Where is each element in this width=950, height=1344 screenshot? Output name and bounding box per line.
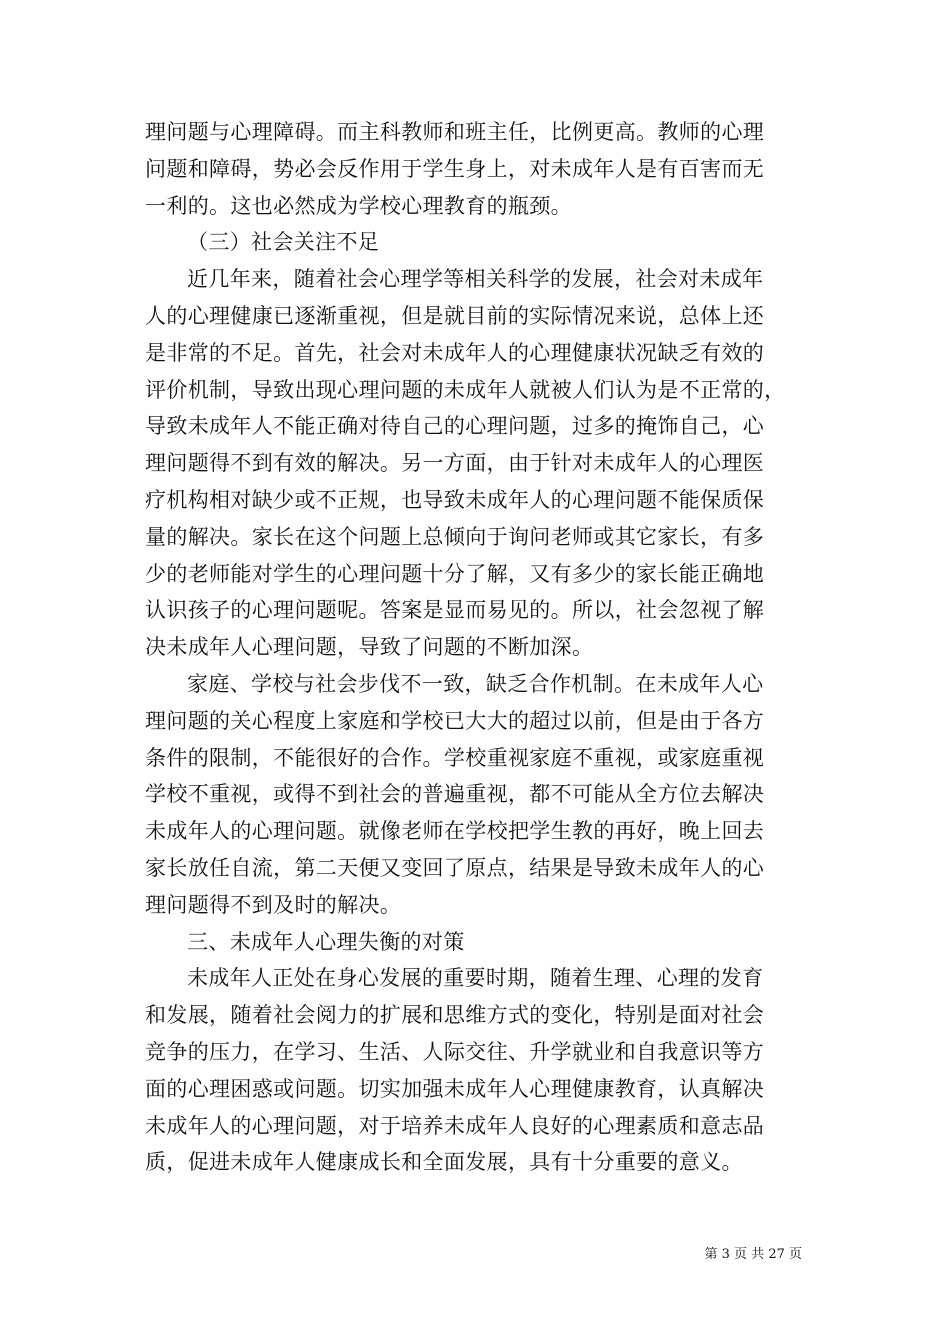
text-line: 近几年来，随着社会心理学等相关科学的发展，社会对未成年	[187, 267, 764, 292]
text-line: 人的心理健康已逐渐重视，但是就目前的实际情况来说，总体上还	[145, 303, 765, 328]
text-line: 疗机构相对缺少或不正规，也导致未成年人的心理问题不能保质保	[145, 487, 765, 512]
text-line: 一利的。这也必然成为学校心理教育的瓶颈。	[145, 193, 572, 218]
text-line: 未成年人的心理问题，对于培养未成年人良好的心理素质和意志品	[145, 1113, 765, 1138]
text-line: 量的解决。家长在这个问题上总倾向于询问老师或其它家长，有多	[145, 524, 765, 549]
text-line: 理问题的关心程度上家庭和学校已大大的超过以前，但是由于各方	[145, 708, 765, 733]
text-line: 面的心理困惑或问题。切实加强未成年人心理健康教育，认真解决	[145, 1076, 765, 1101]
text-line: 评价机制，导致出现心理问题的未成年人就被人们认为是不正常的，	[145, 377, 786, 402]
text-line: 竞争的压力，在学习、生活、人际交往、升学就业和自我意识等方	[145, 1039, 765, 1064]
text-line: 家长放任自流，第二天便又变回了原点，结果是导致未成年人的心	[145, 855, 765, 880]
text-line: 理问题得不到有效的解决。另一方面，由于针对未成年人的心理医	[145, 451, 765, 476]
text-line: 导致未成年人不能正确对待自己的心理问题，过多的掩饰自己，心	[145, 414, 765, 439]
text-line: 决未成年人心理问题，导致了问题的不断加深。	[145, 635, 594, 660]
section-heading: 三、未成年人心理失衡的对策	[187, 929, 465, 954]
text-line: 是非常的不足。首先，社会对未成年人的心理健康状况缺乏有效的	[145, 340, 765, 365]
text-line: 条件的限制，不能很好的合作。学校重视家庭不重视，或家庭重视	[145, 745, 765, 770]
text-line: 理问题与心理障碍。而主科教师和班主任，比例更高。教师的心理	[145, 120, 765, 144]
text-line: 认识孩子的心理问题呢。答案是显而易见的。所以，社会忽视了解	[145, 598, 765, 623]
document-body	[145, 114, 825, 1181]
text-line: 未成年人的心理问题。就像老师在学校把学生教的再好，晚上回去	[145, 819, 765, 844]
text-line: 和发展，随着社会阅力的扩展和思维方式的变化，特别是面对社会	[145, 1003, 765, 1028]
text-line: 未成年人正处在身心发展的重要时期，随着生理、心理的发育	[187, 966, 764, 991]
text-line: 少的老师能对学生的心理问题十分了解，又有多少的家长能正确地	[145, 561, 765, 586]
text-line: 学校不重视，或得不到社会的普遍重视，都不可能从全方位去解决	[145, 782, 765, 807]
text-line: 问题和障碍，势必会反作用于学生身上，对未成年人是有百害而无	[145, 156, 765, 181]
section-heading: （三）社会关注不足	[187, 230, 380, 255]
text-line: 理问题得不到及时的解决。	[145, 892, 402, 917]
text-line: 质，促进未成年人健康成长和全面发展，具有十分重要的意义。	[145, 1150, 743, 1175]
text-line: 家庭、学校与社会步伐不一致，缺乏合作机制。在未成年人心	[187, 671, 764, 696]
page-number: 第 3 页 共 27 页	[704, 1247, 802, 1262]
